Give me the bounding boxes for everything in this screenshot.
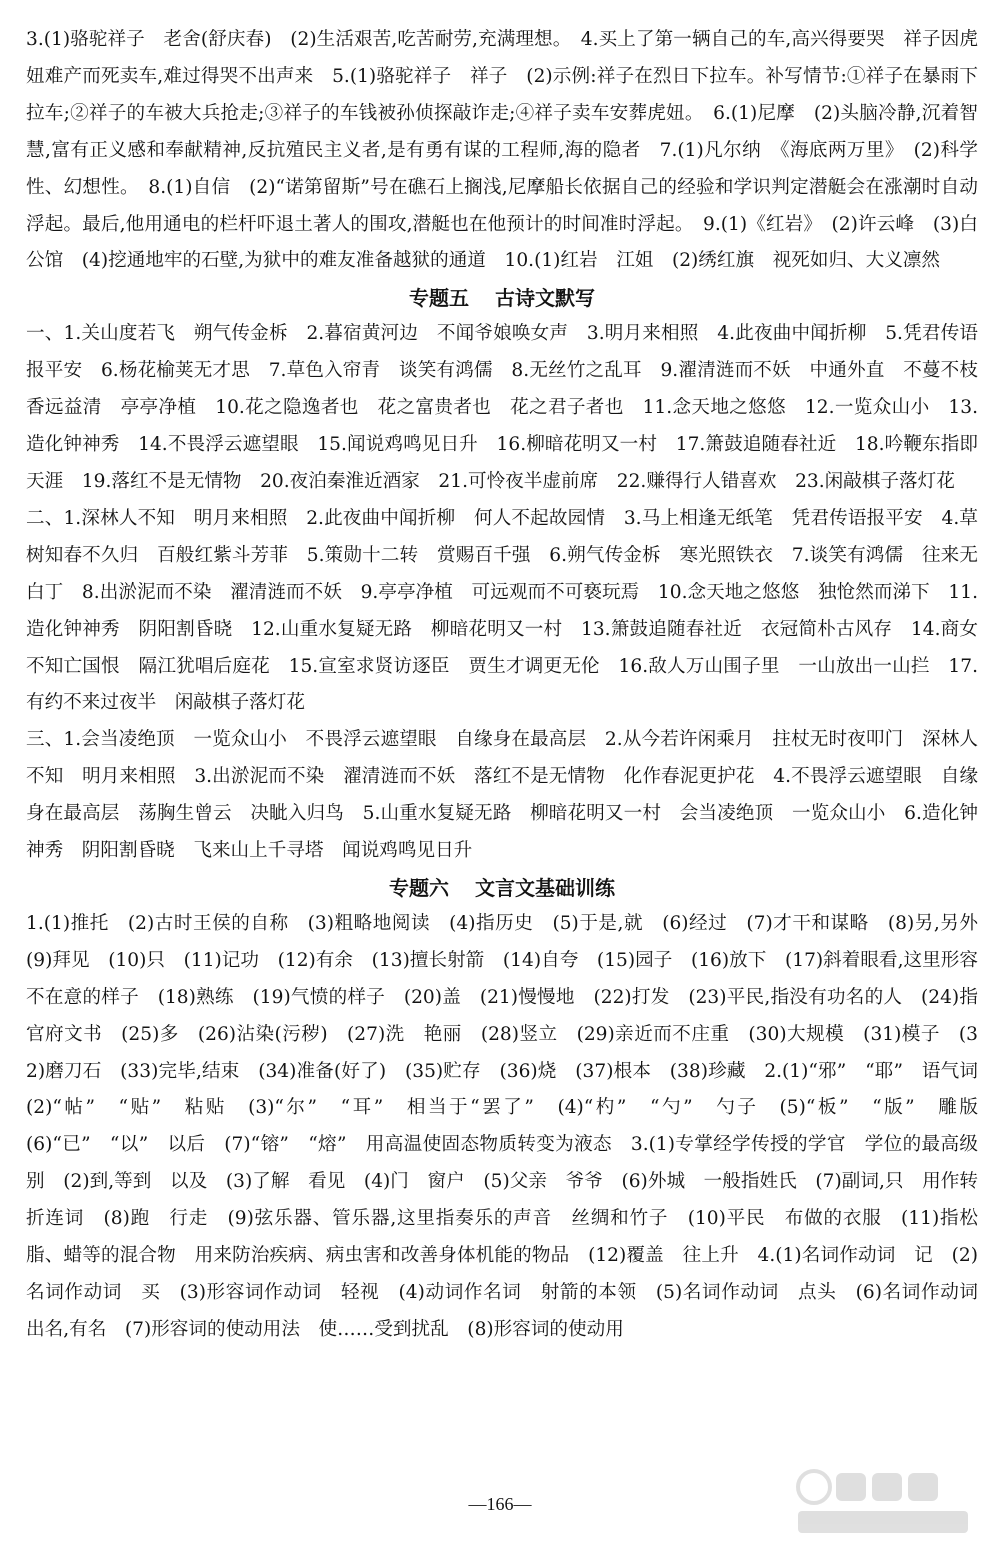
answer-paragraph: 二、1.深林人不知 明月来相照 2.此夜曲中闻折柳 何人不起故园情 3.马上相逢无纸笔 凭君传语报平安 4.草树知春不久归 百般红紫斗芳菲 5.策勋十二转 赏赐百千强 6.朔气传金柝 寒光照铁衣 7.谈笑有鸿儒 往来无白丁 8.出淤泥而不染 濯清涟而不妖 9.亭亭净植 可远观而不可亵玩焉 10.念天地之悠悠 独怆然而涕下 11.造化钟神秀 阴阳割昏晓 12.山重水复疑无路 柳暗花明又一村 13.箫鼓追随春社近 衣冠简朴古风存 14.商女不知亡国恨 隔江犹唱后庭花 15.宣室求贤访逐臣 贾生才调更无伦 16.敌人万山围子里 一山放出一山拦 17.有约不来过夜半 闲敲棋子落灯花 [26, 507, 978, 714]
section-number: 专题五 [409, 286, 469, 311]
watermark-logo [792, 1461, 982, 1539]
answer-paragraph: 3.(1)骆驼祥子 老舍(舒庆春) (2)生活艰苦,吃苦耐劳,充满理想。 4.买上了第一辆自己的车,高兴得要哭 祥子因虎妞难产而死卖车,难过得哭不出声来 5.(1)骆驼祥子 祥子 (2)示例:祥子在烈日下拉车。补写情节:①祥子在暴雨下拉车;②祥子的车被大兵抢走;③祥子的车钱被孙侦探敲诈走;④祥子卖车安葬虎妞。 6.(1)尼摩 (2)头脑冷静,沉着智慧,富有正义感和奉献精神,反抗殖民主义者,是有勇有谋的工程师,海的隐者 7.(1)凡尔纳 《海底两万里》 (2)科学性、幻想性。 8.(1)自信 (2)“诺第留斯”号在礁石上搁浅,尼摩船长依据自己的经验和学识判定潜艇会在涨潮时自动浮起。最后,他用通电的栏杆吓退土著人的围攻,潜艇也在他预计的时间准时浮起。 9.(1)《红岩》 (2)许云峰 (3)白公馆 (4)挖通地牢的石壁,为狱中的难友准备越狱的通道 10.(1)红岩 江姐 (2)绣红旗 视死如归、大义凛然 [26, 29, 978, 272]
section-heading [26, 280, 978, 316]
answer-paragraph: 一、1.关山度若飞 朔气传金柝 2.暮宿黄河边 不闻爷娘唤女声 3.明月来相照 4.此夜曲中闻折柳 5.凭君传语报平安 6.杨花榆荚无才思 7.草色入帘青 谈笑有鸿儒 8.无丝竹之乱耳 9.濯清涟而不妖 中通外直 不蔓不枝 香远益清 亭亭净植 10.花之隐逸者也 花之富贵者也 花之君子者也 11.念天地之悠悠 12.一览众山小 13.造化钟神秀 14.不畏浮云遮望眼 15.闻说鸡鸣见日升 16.柳暗花明又一村 17.箫鼓追随春社近 18.吟鞭东指即天涯 19.落红不是无情物 20.夜泊秦淮近酒家 21.可怜夜半虚前席 22.赚得行人错喜欢 23.闲敲棋子落灯花 [26, 323, 997, 492]
page-number: —166— [468, 1494, 532, 1514]
answer-paragraph: 1.(1)推托 (2)古时王侯的自称 (3)粗略地阅读 (4)指历史 (5)于是,就 (6)经过 (7)才干和谋略 (8)另,另外 (9)拜见 (10)只 (11)记功 (12)有余 (13)擅长射箭 (14)自夸 (15)园子 (16)放下 (17)斜着眼看,这里形容不在意的样子 (18)熟练 (19)气愤的样子 (20)盖 (21)慢慢地 (22)打发 (23)平民,指没有功名的人 (24)指官府文书 (25)多 (26)沾染(污秽) (27)洗 艳丽 (28)竖立 (29)亲近而不庄重 (30)大规模 (31)模子 (32)磨刀石 (33)完毕,结束 (34)准备(好了) (35)贮存 (36)烧 (37)根本 (38)珍藏 2.(1)“邪” “耶” 语气词 (2)“帖” “贴” 粘贴 (3)“尔” “耳” 相当于“罢了” (4)“杓” “勺” 勺子 (5)“板” “版” 雕版 (6)“已” “以” 以后 (7)“镕” “熔” 用高温使固态物质转变为液态 3.(1)专掌经学传授的学官 学位的最高级别 (2)到,等到 以及 (3)了解 看见 (4)门 窗户 (5)父亲 爷爷 (6)外城 一般指姓氏 (7)副词,只 用作转折连词 (8)跑 行走 (9)弦乐器、管乐器,这里指奏乐的声音 丝绸和竹子 (10)平民 布做的衣服 (11)指松脂、蜡等的混合物 用来防治疾病、病虫害和改善身体机能的物品 (12)覆盖 往上升 4.(1)名词作动词 记 (2)名词作动词 买 (3)形容词作动词 轻视 (4)动词作名词 射箭的本领 (5)名词作动词 点头 (6)名词作动词 出名,有名 (7)形容词的使动用法 使……受到扰乱 (8)形容词的使动用 [26, 912, 997, 1340]
section-title: 文言文基础训练 [475, 875, 615, 900]
section-number: 专题六 [389, 875, 449, 900]
answer-page [26, 22, 997, 1349]
answer-paragraph: 三、1.会当凌绝顶 一览众山小 不畏浮云遮望眼 自缘身在最高层 2.从今若许闲乘月 拄杖无时夜叩门 深林人不知 明月来相照 3.出淤泥而不染 濯清涟而不妖 落红不是无情物 化作春泥更护花 4.不畏浮云遮望眼 自缘身在最高层 荡胸生曾云 决眦入归鸟 5.山重水复疑无路 柳暗花明又一村 会当凌绝顶 一览众山小 6.造化钟神秀 阴阳割昏晓 飞来山上千寻塔 闻说鸡鸣见日升 [26, 729, 978, 862]
section-heading [26, 870, 978, 906]
section-title: 古诗文默写 [495, 286, 595, 311]
